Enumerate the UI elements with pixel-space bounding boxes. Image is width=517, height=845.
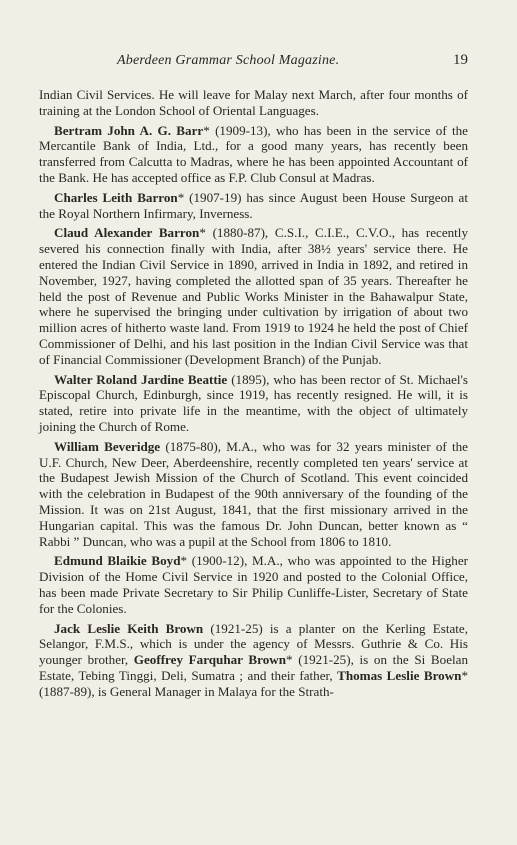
entry-text: * (1900-12), M.A., who was appointed to the Higher Division of the Home Civil Service in 1920 and posted to the Colonial Office, has been made Private Secretary to Sir Philip Cunliffe-Lister, Secretary of State for the Colonies. bbox=[39, 553, 468, 616]
paragraph-continuation bbox=[39, 87, 468, 119]
person-name: Walter Roland Jardine Beattie bbox=[54, 371, 228, 387]
person-name: Edmund Blaikie Boyd bbox=[54, 553, 181, 569]
entry-charles-barron bbox=[39, 190, 468, 222]
person-name: Jack Leslie Keith Brown bbox=[54, 620, 204, 636]
entry-text: * (1880-87), C.S.I., C.I.E., C.V.O., has recently severed his connection finally with India, after 38½ years' service there. He entered the Indian Civil Service in 1890, arrived in India in 1892, and retired in November, 1927, having completed the allotted span of 35 years. Thereafter he held the post of Revenue and Public Works Minister in the Bahawalpur State, where he supervised the bringing under cultivation by irrigation of about two million acres of hitherto waste land. From 1919 to 1924 he held the post of Chief Commissioner of Delhi, and his last position in the Indian Civil Service was that of Financial Commissioner (Development Branch) of the Punjab. bbox=[39, 225, 468, 367]
running-header bbox=[39, 52, 468, 69]
page-number: 19 bbox=[453, 52, 468, 68]
running-title: Aberdeen Grammar School Magazine. bbox=[117, 53, 340, 68]
paragraph-text: Indian Civil Services. He will leave for Malay next March, after four months of training at the London School of Oriental Languages. bbox=[39, 87, 468, 118]
person-name: William Beveridge bbox=[54, 438, 161, 454]
article-body bbox=[39, 87, 468, 699]
entry-beveridge bbox=[39, 439, 468, 550]
entry-claud-barron bbox=[39, 225, 468, 367]
entry-text: (1921-25) is a planter on the Kerling Estate, Selangor, F.M.S., which is under the agency of Messrs. Guthrie & Co. His younger brother, bbox=[39, 620, 468, 668]
entry-text: * (1921-25), is on the Si Boelan Estate, Tebing Tinggi, Deli, Sumatra ; and their father, bbox=[39, 652, 469, 683]
person-name: Geoffrey Farquhar Brown bbox=[133, 652, 287, 668]
person-name: Charles Leith Barron bbox=[54, 189, 178, 205]
entry-barr bbox=[39, 123, 468, 186]
entry-beattie bbox=[39, 372, 468, 435]
entry-text: (1875-80), M.A., who was for 32 years minister of the U.F. Church, New Deer, Aberdeenshire, recently completed ten years' service at the Budapest Jewish Mission of the Church of Scotland. This event coincided with the celebration in Budapest of the 90th anniversary of the founding of the Mission. It was on 21st August, 1841, that the first missionary arrived in the Hungarian capital. This was the famous Dr. John Duncan, better known as “ Rabbi ” Duncan, who was a pupil at the School from 1806 to 1810. bbox=[39, 438, 468, 549]
entry-text: * (1907-19) has since August been House Surgeon at the Royal Northern Infirmary, Inverness. bbox=[39, 189, 469, 221]
entry-text: * (1909-13), who has been in the service of the Mercantile Bank of India, Ltd., for a good many years, has recently been transferred from Calcutta to Madras, where he has been appointed Accountant of the Bank. He has accepted office as F.P. Club Consul at Madras. bbox=[39, 122, 468, 185]
person-name: Thomas Leslie Brown bbox=[337, 667, 462, 683]
entry-brown bbox=[39, 621, 468, 700]
entry-text: (1895), who has been rector of St. Michael's Episcopal Church, Edinburgh, since 1919, has recently resigned. He will, it is stated, retire into private life in the meantime, with the object of ultimately joining the Church of Rome. bbox=[39, 371, 468, 434]
entry-boyd bbox=[39, 553, 468, 616]
person-name: Claud Alexander Barron bbox=[54, 225, 200, 241]
person-name: Bertram John A. G. Barr bbox=[54, 122, 204, 138]
entry-text: * (1887-89), is General Manager in Malaya for the Strath- bbox=[39, 667, 468, 699]
